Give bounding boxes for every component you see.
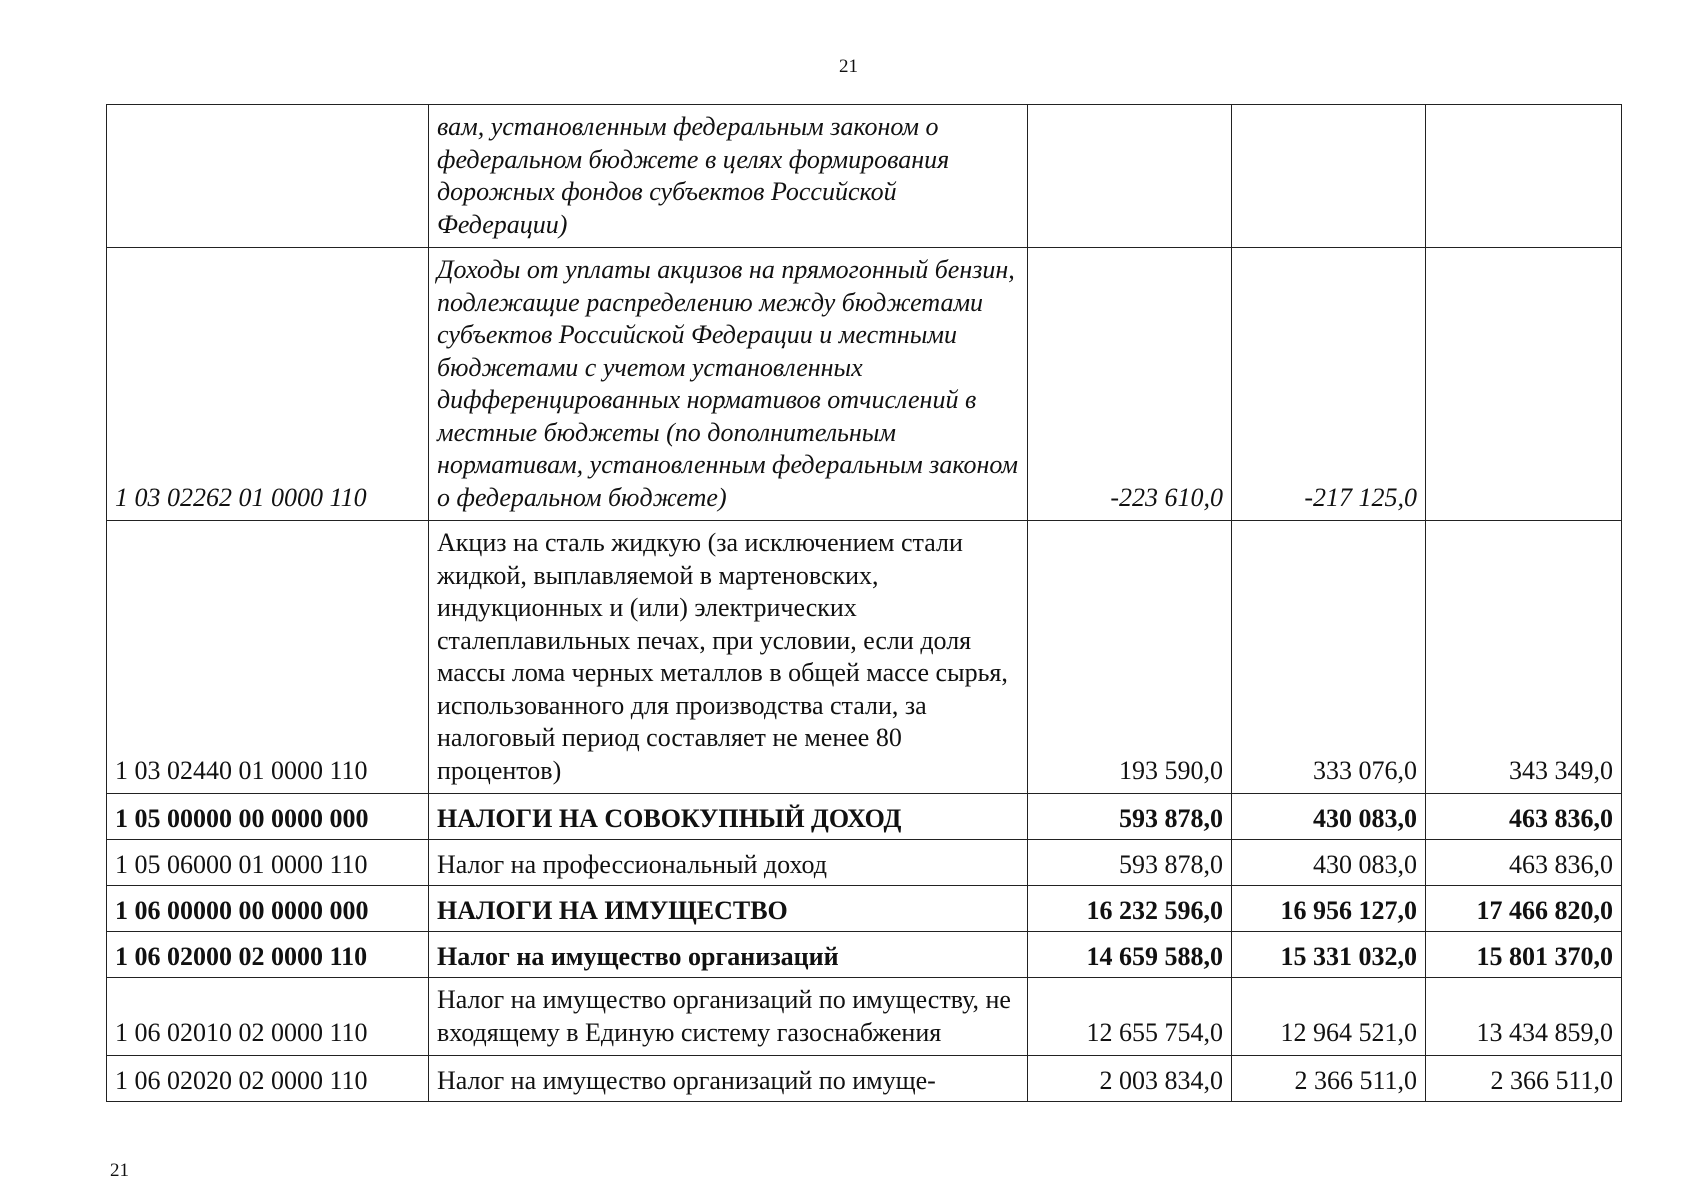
budget-code-cell: 1 03 02262 01 0000 110 xyxy=(107,248,429,521)
amount-cell: 2 366 511,0 xyxy=(1426,1056,1622,1102)
table-row xyxy=(107,1056,1622,1102)
amount-cell: 13 434 859,0 xyxy=(1426,978,1622,1056)
amount-cell xyxy=(1028,105,1232,248)
budget-code-cell: 1 05 00000 00 0000 000 xyxy=(107,794,429,840)
amount-cell: 463 836,0 xyxy=(1426,794,1622,840)
amount-cell: 593 878,0 xyxy=(1028,794,1232,840)
amount-cell xyxy=(1232,105,1426,248)
budget-code-cell xyxy=(107,105,429,248)
amount-cell: 430 083,0 xyxy=(1232,840,1426,886)
amount-cell: 463 836,0 xyxy=(1426,840,1622,886)
amount-cell: 2 003 834,0 xyxy=(1028,1056,1232,1102)
amount-cell: 2 366 511,0 xyxy=(1232,1056,1426,1102)
budget-code-cell: 1 06 02020 02 0000 110 xyxy=(107,1056,429,1102)
amount-cell: 430 083,0 xyxy=(1232,794,1426,840)
amount-cell: 12 655 754,0 xyxy=(1028,978,1232,1056)
revenue-name-cell: Доходы от уплаты акцизов на прямогонный бензин, подлежащие распределению между бюджетами субъектов Российской Федерации и местными бюджетами с учетом установленных дифференцированных нормативов отчислений в местные бюджеты (по дополнительным нормативам, установленным федеральным законом о федеральном бюджете) xyxy=(429,248,1028,521)
budget-code-cell: 1 06 00000 00 0000 000 xyxy=(107,886,429,932)
revenue-name-cell: Налог на имущество организаций по имуще- xyxy=(429,1056,1028,1102)
amount-cell: 17 466 820,0 xyxy=(1426,886,1622,932)
table-row xyxy=(107,105,1622,248)
amount-cell: 16 956 127,0 xyxy=(1232,886,1426,932)
budget-code-cell: 1 06 02000 02 0000 110 xyxy=(107,932,429,978)
amount-cell: 333 076,0 xyxy=(1232,521,1426,794)
table-row xyxy=(107,840,1622,886)
amount-cell: -217 125,0 xyxy=(1232,248,1426,521)
revenue-name-cell: Налог на имущество организаций xyxy=(429,932,1028,978)
budget-code-cell: 1 06 02010 02 0000 110 xyxy=(107,978,429,1056)
amount-cell xyxy=(1426,248,1622,521)
table-row xyxy=(107,978,1622,1056)
amount-cell: 193 590,0 xyxy=(1028,521,1232,794)
amount-cell: 16 232 596,0 xyxy=(1028,886,1232,932)
revenue-name-cell: НАЛОГИ НА СОВОКУПНЫЙ ДОХОД xyxy=(429,794,1028,840)
page-number-top: 21 xyxy=(839,56,858,77)
revenue-name-cell: Налог на имущество организаций по имуществу, не входящему в Единую систему газоснабжения xyxy=(429,978,1028,1056)
amount-cell: 343 349,0 xyxy=(1426,521,1622,794)
revenue-name-cell: НАЛОГИ НА ИМУЩЕСТВО xyxy=(429,886,1028,932)
page-number-bottom: 21 xyxy=(110,1160,129,1181)
amount-cell: 15 331 032,0 xyxy=(1232,932,1426,978)
revenue-name-cell: Налог на профессиональный доход xyxy=(429,840,1028,886)
amount-cell: -223 610,0 xyxy=(1028,248,1232,521)
table-row-section-header xyxy=(107,794,1622,840)
amount-cell xyxy=(1426,105,1622,248)
table-row-subsection-header xyxy=(107,932,1622,978)
amount-cell: 15 801 370,0 xyxy=(1426,932,1622,978)
budget-code-cell: 1 05 06000 01 0000 110 xyxy=(107,840,429,886)
amount-cell: 12 964 521,0 xyxy=(1232,978,1426,1056)
amount-cell: 593 878,0 xyxy=(1028,840,1232,886)
table-row xyxy=(107,521,1622,794)
table-row xyxy=(107,248,1622,521)
budget-code-cell: 1 03 02440 01 0000 110 xyxy=(107,521,429,794)
revenue-name-cell: вам, установленным федеральным законом о федеральном бюджете в целях формирования дорожных фондов субъектов Российской Федерации) xyxy=(429,105,1028,248)
revenue-name-cell: Акциз на сталь жидкую (за исключением стали жидкой, выплавляемой в мартеновских, индукционных и (или) электрических сталеплавильных печах, при условии, если доля массы лома черных металлов в общей массе сырья, использованного для производства стали, за налоговый период составляет не менее 80 процентов) xyxy=(429,521,1028,794)
budget-revenue-table xyxy=(106,104,1622,1102)
table-row-section-header xyxy=(107,886,1622,932)
amount-cell: 14 659 588,0 xyxy=(1028,932,1232,978)
